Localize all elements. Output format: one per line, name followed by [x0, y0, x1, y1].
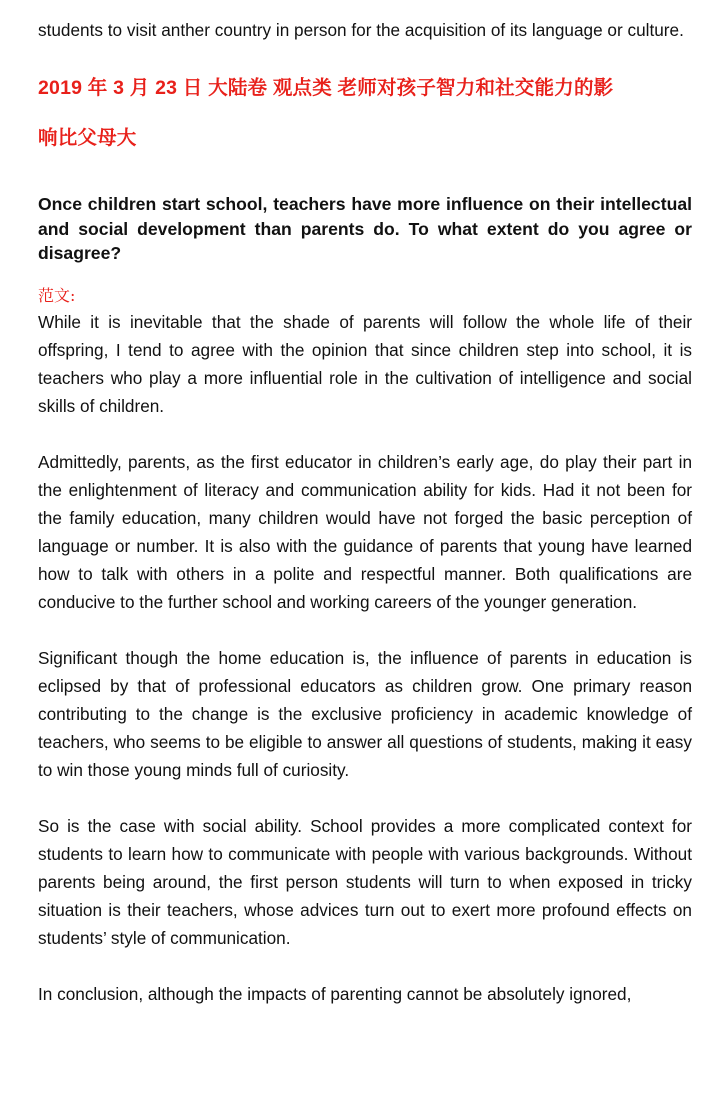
document-page: [38, 16, 692, 1008]
essay-paragraph-1: While it is inevitable that the shade of parents will follow the whole life of their offspring, I tend to agree with the opinion that since children step into school, it is teachers who play a more influential role in the cultivation of intelligence and social skills of children.: [38, 311, 692, 416]
heading-line-2: 响比父母大: [38, 127, 137, 149]
essay-paragraph-2: Admittedly, parents, as the first educator in children’s early age, do play their part in the enlightenment of literacy and communication ability for kids. Had it not been for the family education, many children would have not forged the basic perception of language or number. It is also with the guidance of parents that young have learned how to talk with others in a polite and respectful manner. Both qualifications are conducive to the further school and working careers of the younger generation.: [38, 451, 692, 612]
sample-essay-label: 范文:: [38, 285, 76, 305]
intro-paragraph: students to visit anther country in person for the acquisition of its language or culture.: [38, 20, 684, 40]
essay-paragraph-4: So is the case with social ability. School provides a more complicated context for students to learn how to communicate with people with various backgrounds. Without parents being around, the first person students will turn to when exposed in tricky situation is their teachers, whose advices turn out to exert more profound effects on students’ style of communication.: [38, 815, 692, 948]
heading-line-1: 2019 年 3 月 23 日 大陆卷 观点类 老师对孩子智力和社交能力的影: [38, 77, 614, 99]
essay-paragraph-3: Significant though the home education is, the influence of parents in education is eclipsed by that of professional educators as children grow. One primary reason contributing to the change is the exclusive proficiency in academic knowledge of teachers, who seems to be eligible to answer all questions of students, making it easy to win those young minds full of curiosity.: [38, 647, 692, 780]
essay-paragraph-5: In conclusion, although the impacts of parenting cannot be absolutely ignored,: [38, 983, 632, 1004]
essay-heading: [38, 74, 692, 152]
essay-question: Once children start school, teachers have more influence on their intellectual and social development than parents do. To what extent do you agree or disagree?: [38, 194, 692, 263]
